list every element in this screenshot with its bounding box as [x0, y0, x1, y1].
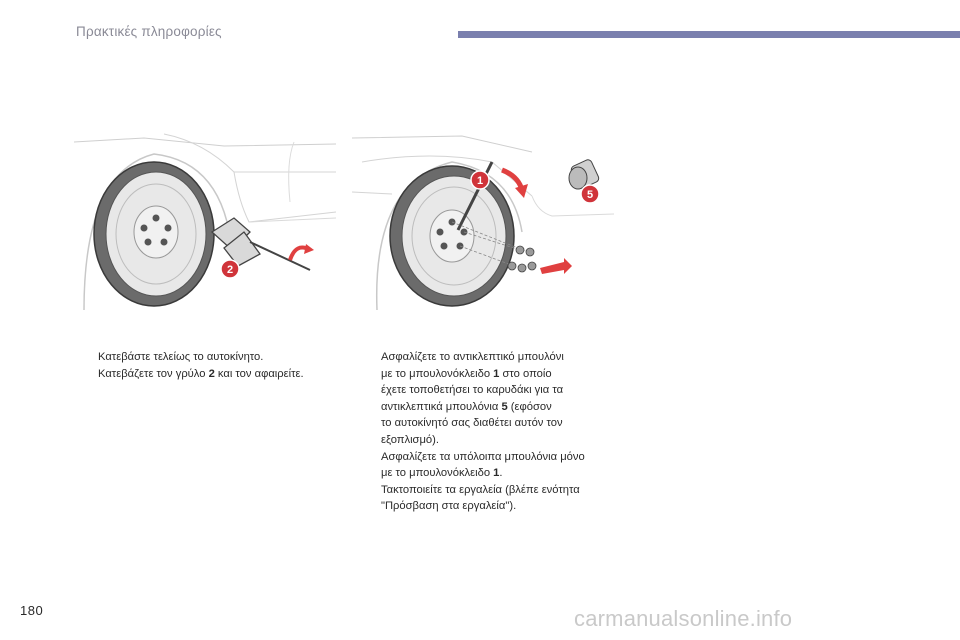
- bullet-marker: [361, 482, 381, 515]
- bullet-marker: [361, 349, 381, 449]
- bullet-marker: [361, 449, 381, 482]
- bullet-marker: [78, 349, 98, 366]
- instruction-item: [361, 482, 623, 515]
- bullet-marker: [78, 366, 98, 383]
- left-instructions: [78, 349, 340, 382]
- instruction-text: Ασφαλίζετε τα υπόλοιπα μπουλόνια μόνο με το μπουλονόκλειδο 1.: [381, 450, 585, 480]
- callout-5-label: 5: [586, 189, 594, 201]
- instruction-item: [78, 366, 340, 383]
- jack-wheel-drawing: [74, 132, 336, 310]
- header-accent-bar: [458, 31, 960, 38]
- callout-2-label: 2: [226, 264, 234, 276]
- right-instructions: [361, 349, 623, 515]
- wrench-wheel-drawing: [352, 132, 614, 310]
- illustration-jack-lowering: [74, 132, 336, 310]
- instruction-item: [361, 449, 623, 482]
- page-section-title: Πρακτικές πληροφορίες: [76, 24, 222, 39]
- instruction-text: Τακτοποιείτε τα εργαλεία (βλέπε ενότητα "Πρόσβαση στα εργαλεία").: [381, 483, 580, 513]
- page-number: 180: [20, 603, 44, 618]
- instruction-item: [78, 349, 340, 366]
- watermark-text: carmanualsonline.info: [574, 606, 793, 631]
- instruction-text: Κατεβάστε τελείως το αυτοκίνητο.: [98, 351, 264, 363]
- illustration-bolt-tightening: [352, 132, 614, 310]
- callout-1-label: 1: [476, 175, 484, 187]
- instruction-text: Ασφαλίζετε το αντικλεπτικό μπουλόνι με το μπουλονόκλειδο 1 στο οποίο έχετε τοποθετήσει το καρυδάκι για τα αντικλεπτικά μπουλόνια 5 (εφόσον το αυτοκίνητό σας διαθέτει αυτόν τον εξοπλισμό).: [381, 351, 564, 446]
- instruction-text: Κατεβάζετε τον γρύλο 2 και τον αφαιρείτε.: [98, 367, 304, 380]
- instruction-item: [361, 349, 623, 449]
